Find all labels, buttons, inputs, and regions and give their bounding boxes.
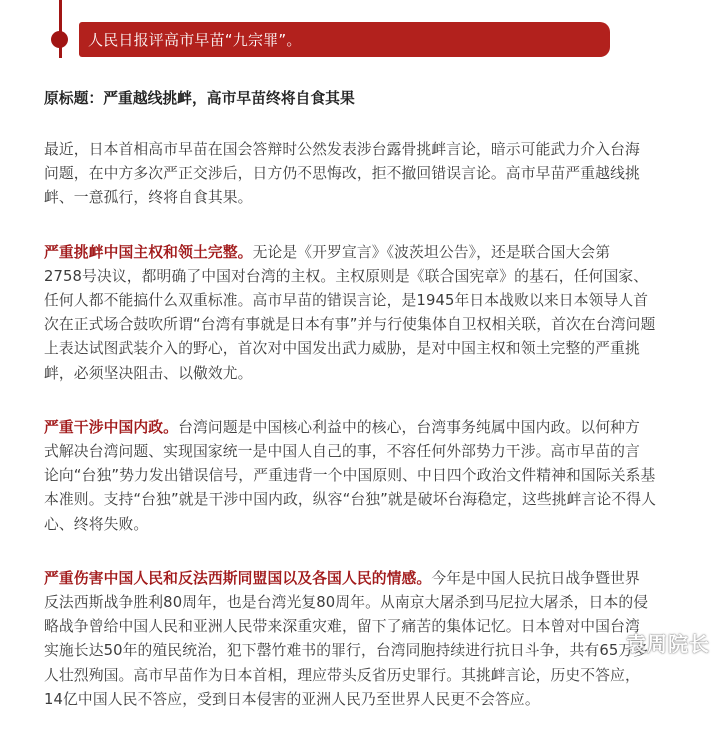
article-body [44, 86, 672, 742]
paragraph-line [44, 241, 672, 265]
watermark: 袁周院长 [626, 632, 710, 656]
original-title: 原标题：严重越线挑衅，高市早苗终将自食其果 [44, 90, 355, 107]
paragraph-line: 式解决台湾问题、实现国家统一是中国人自己的事，不容任何外部势力干涉。高市早苗的言 [44, 443, 640, 461]
paragraph-line: 论向“台独”势力发出错误信号，严重违背一个中国原则、中日四个政治文件精神和国际关系基 [44, 467, 656, 485]
paragraph-line: 反法西斯战争胜利80周年，也是台湾光复80周年。从南京大屠杀到马尼拉大屠杀，日本的侵 [44, 594, 649, 612]
headline-banner [79, 22, 610, 57]
paragraph-intro [44, 138, 672, 211]
banner-dot [51, 31, 68, 48]
paragraph-line: 14亿中国人民不答应，受到日本侵害的亚洲人民乃至世界人民更不会答应。 [44, 690, 540, 708]
paragraph-line: 最近，日本首相高市早苗在国会答辩时公然发表涉台露骨挑衅言论，暗示可能武力介入台海 [44, 141, 640, 158]
paragraph-line: 略战争曾给中国人民和亚洲人民带来深重灾难，留下了痛苦的集体记忆。日本曾对中国台湾 [44, 618, 640, 636]
paragraph-line-text: 台湾问题是中国核心利益中的核心，台湾事务纯属中国内政。以何种方 [178, 418, 640, 436]
paragraph-line: 任何人都不能搞什么双重标准。高市早苗的错误言论，是1945年日本战败以来日本领导人首 [44, 292, 649, 310]
paragraph-line-text: 无论是《开罗宣言》《波茨坦公告》，还是联合国大会第 [252, 243, 611, 261]
paragraph-line: 实施长达50年的殖民统治，犯下罄竹难书的罪行，台湾同胞持续进行抗日斗争，共有65万多 [44, 642, 649, 660]
banner-rail [59, 0, 62, 58]
paragraph-lead: 严重干涉中国内政。 [44, 418, 179, 436]
paragraph-line-text: 今年是中国人民抗日战争暨世界 [431, 569, 640, 587]
paragraph-line: 本准则。支持“台独”就是干涉中国内政，纵容“台独”就是破坏台海稳定，这些挑衅言论不得人 [44, 491, 657, 509]
paragraph-sovereignty [44, 241, 672, 386]
paragraph-line: 2758号决议，都明确了中国对台湾的主权。主权原则是《联合国宪章》的基石，任何国家、 [44, 267, 649, 285]
paragraph-line: 问题，在中方多次严正交涉后，日方仍不思悔改，拒不撤回错误言论。高市早苗严重越线挑 [44, 165, 640, 183]
paragraph-line [44, 416, 672, 440]
paragraph-line: 衅，必须坚决阻击、以儆效尤。 [44, 364, 253, 382]
paragraph-line [44, 567, 672, 591]
paragraph-internal-affairs [44, 416, 672, 537]
paragraph-lead: 严重挑衅中国主权和领土完整。 [44, 243, 253, 261]
headline-text: 人民日报评高市早苗“九宗罪”。 [88, 31, 302, 49]
paragraph-line: 衅、一意孤行，终将自食其果。 [44, 189, 253, 207]
paragraph-line: 心、终将失败。 [44, 515, 149, 533]
paragraph-line: 上表达试图武装介入的野心，首次对中国发出武力威胁，是对中国主权和领土完整的严重挑 [44, 340, 640, 358]
paragraph-feelings [44, 567, 672, 712]
paragraph-lead: 严重伤害中国人民和反法西斯同盟国以及各国人民的情感。 [44, 569, 432, 587]
paragraph-line: 人壮烈殉国。高市早苗作为日本首相，理应带头反省历史罪行。其挑衅言论，历史不答应， [44, 666, 640, 684]
paragraph-line: 次在正式场合鼓吹所谓“台湾有事就是日本有事”并与行使集体自卫权相关联，首次在台湾问题 [44, 316, 656, 334]
